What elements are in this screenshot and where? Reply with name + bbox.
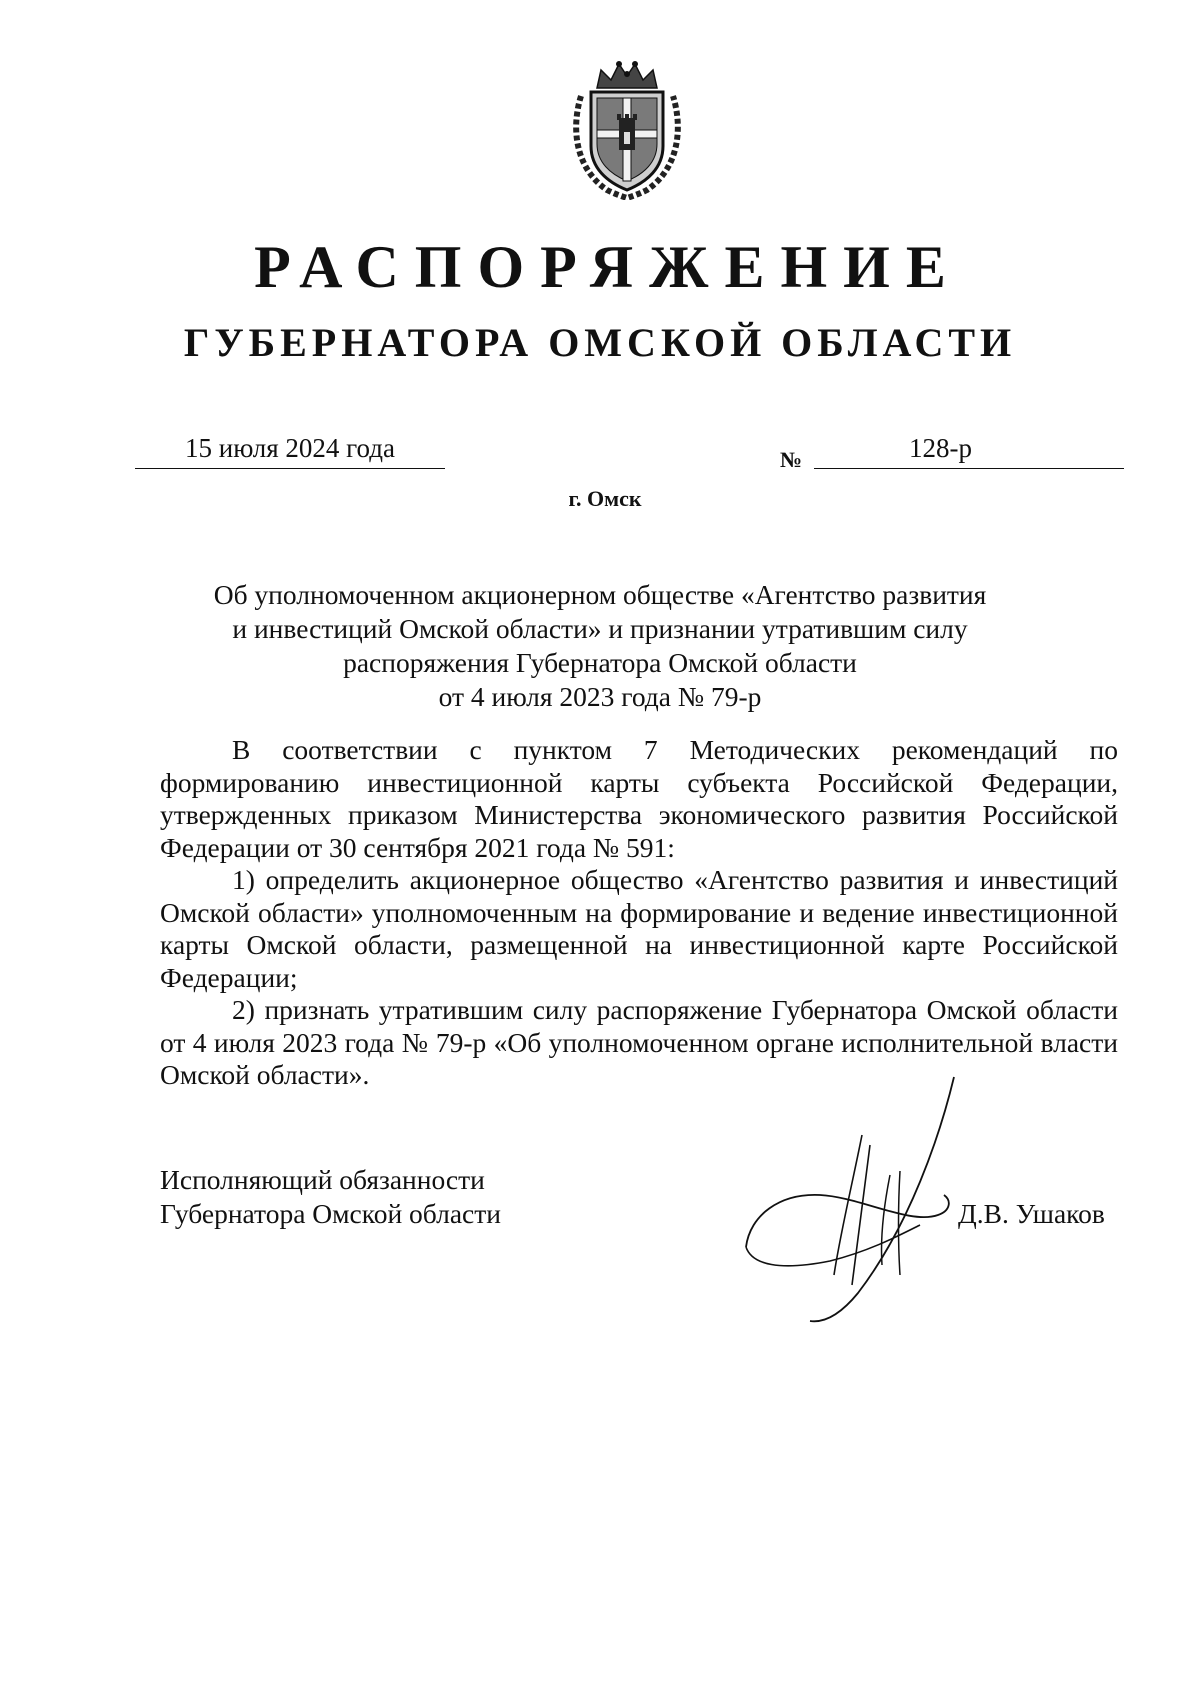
subject-line: и инвестиций Омской области» и признании утратившим силу — [232, 613, 968, 644]
document-date: 15 июля 2024 года — [135, 428, 445, 469]
body-paragraph-preamble: В соответствии с пунктом 7 Методических рекомендаций по формированию инвестиционной карты субъекта Российской Федерации, утвержденных приказом Министерства экономического развития Российской Федерации от 30 сентября 2021 года № 591: — [160, 734, 1118, 863]
signatory-position — [160, 1163, 501, 1231]
signatory-name: Д.В. Ушаков — [958, 1198, 1105, 1229]
subject-line: распоряжения Губернатора Омской области — [343, 647, 857, 678]
document-body — [160, 734, 1118, 1092]
body-paragraph-item-2: 2) признать утратившим силу распоряжение Губернатора Омской области от 4 июля 2023 года № 79-р «Об уполномоченном органе исполнительной власти Омской области». — [160, 994, 1118, 1090]
signatory-position-line: Губернатора Омской области — [160, 1198, 501, 1229]
document-subtitle: ГУБЕРНАТОРА ОМСКОЙ ОБЛАСТИ — [183, 320, 1017, 365]
body-paragraph-item-1: 1) определить акционерное общество «Агентство развития и инвестиций Омской области» уполномоченным на формирование и ведение инвестиционной карты Омской области, размещенной на инвестиционной карте Российской Федерации; — [160, 864, 1118, 993]
document-subject — [160, 578, 1040, 714]
document-title: РАСПОРЯЖЕНИЕ — [254, 234, 962, 300]
handwritten-signature-icon — [740, 1075, 970, 1325]
number-label: № — [780, 447, 803, 472]
document-number: 128-р — [909, 433, 972, 463]
coat-of-arms-icon — [567, 58, 687, 200]
document-number-field — [814, 428, 1124, 469]
subject-line: Об уполномоченном акционерном обществе «Агентство развития — [213, 579, 987, 610]
subject-line: от 4 июля 2023 года № 79-р — [438, 681, 762, 712]
document-city: г. Омск — [568, 486, 642, 511]
signatory-position-line: Исполняющий обязанности — [160, 1164, 485, 1195]
